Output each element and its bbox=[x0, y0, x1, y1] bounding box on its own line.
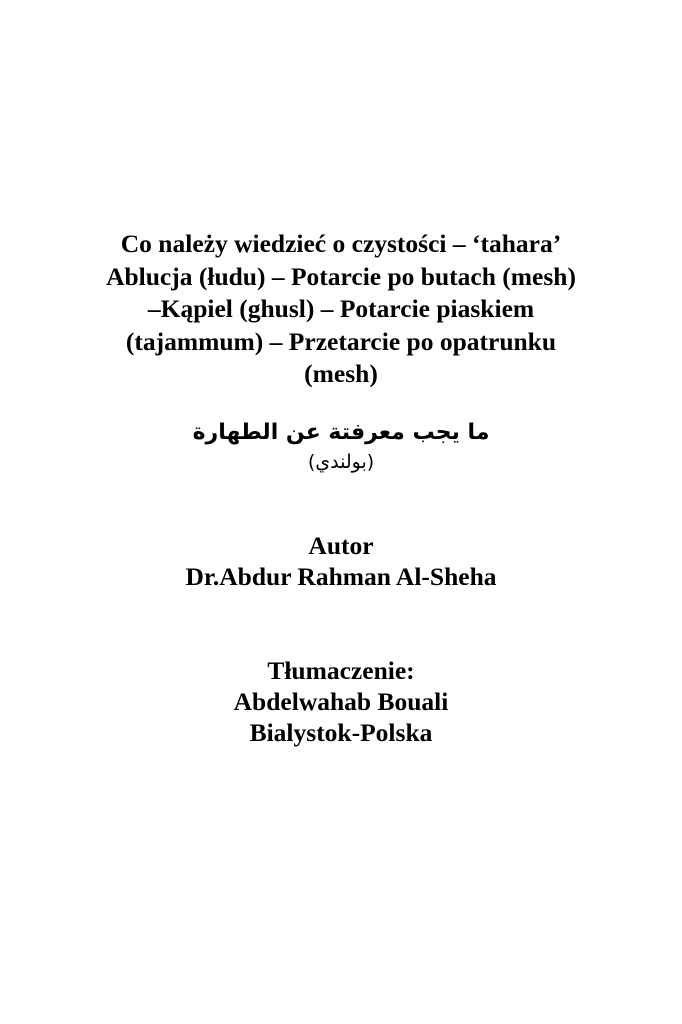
document-title bbox=[60, 228, 622, 391]
translator-name: Abdelwahab Bouali bbox=[233, 687, 449, 716]
arabic-title: ما يجب معرفتة عن الطهارة bbox=[192, 420, 490, 445]
translation-label: Tłumaczenie: bbox=[267, 656, 415, 685]
arabic-subtitle: (بولندي) bbox=[307, 451, 375, 473]
translation-block bbox=[60, 655, 622, 748]
translation-place: Bialystok-Polska bbox=[249, 718, 433, 747]
author-block bbox=[60, 530, 622, 592]
author-label: Autor bbox=[308, 531, 374, 560]
title-line-5: (mesh) bbox=[304, 359, 378, 388]
author-name: Dr.Abdur Rahman Al-Sheha bbox=[185, 562, 497, 591]
title-line-3: –Kąpiel (ghusl) – Potarcie piaskiem bbox=[147, 294, 535, 323]
title-line-4: (tajammum) – Przetarcie po opatrunku bbox=[125, 326, 557, 356]
arabic-title-block bbox=[60, 418, 622, 476]
title-line-2: Ablucja (łudu) – Potarcie po butach (mesh) bbox=[106, 261, 576, 291]
title-line-1: Co należy wiedzieć o czystości – ‘tahara’ bbox=[120, 229, 562, 258]
